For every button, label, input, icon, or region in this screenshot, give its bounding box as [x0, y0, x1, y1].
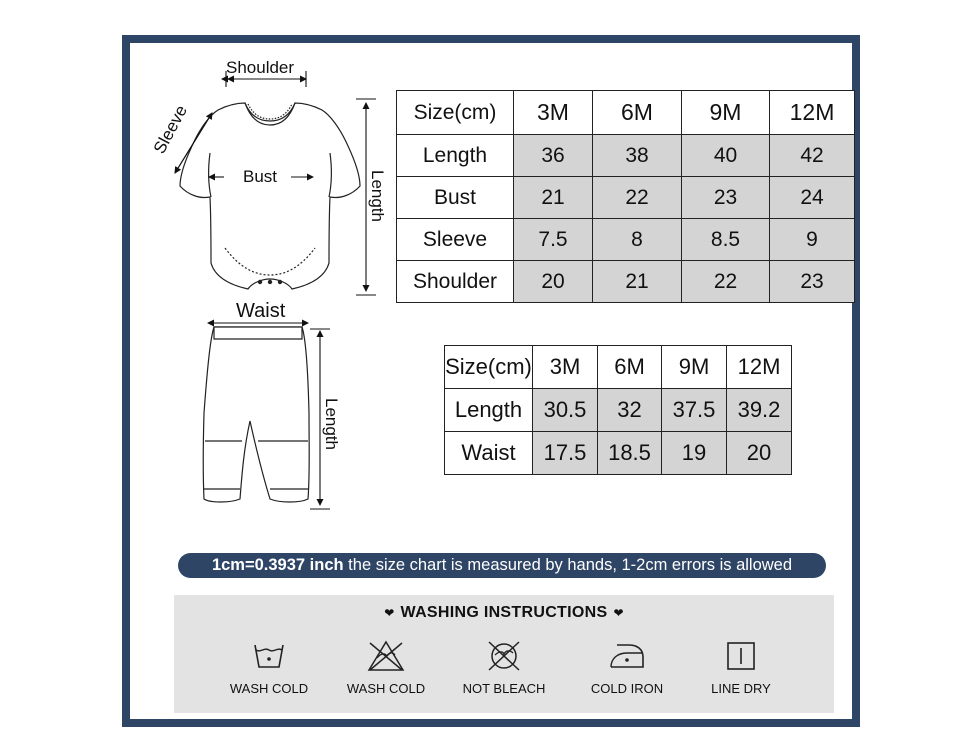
header-cell: 12M [727, 346, 792, 389]
header-cell: 9M [682, 91, 770, 135]
header-cell: 6M [593, 91, 682, 135]
care-label: WASH COLD [229, 681, 309, 696]
care-label: WASH COLD [346, 681, 426, 696]
header-cell: 9M [662, 346, 727, 389]
table-row [397, 135, 855, 177]
value-cell: 21 [514, 177, 593, 219]
row-label: Length [445, 389, 533, 432]
header-cell: 6M [598, 346, 662, 389]
heart-icon: ❤ [384, 606, 395, 620]
value-cell: 7.5 [514, 219, 593, 261]
bodysuit-drawing [180, 103, 360, 289]
line-dry-icon [724, 639, 758, 673]
wash-tub-icon [252, 639, 286, 673]
value-cell: 36 [514, 135, 593, 177]
bust-label: Bust [243, 167, 278, 186]
table-row [397, 219, 855, 261]
table-row [445, 432, 792, 475]
table-row [397, 261, 855, 303]
size-chart-frame [122, 35, 860, 727]
value-cell: 22 [593, 177, 682, 219]
pants-drawing [203, 327, 309, 502]
header-cell: 3M [514, 91, 593, 135]
care-item [326, 639, 446, 696]
care-item [567, 639, 687, 696]
pants-size-table [444, 345, 792, 475]
value-cell: 24 [770, 177, 855, 219]
value-cell: 30.5 [533, 389, 598, 432]
value-cell: 8 [593, 219, 682, 261]
value-cell: 21 [593, 261, 682, 303]
care-label: NOT BLEACH [462, 681, 546, 696]
washing-instructions-panel [174, 595, 834, 713]
value-cell: 17.5 [533, 432, 598, 475]
value-cell: 9 [770, 219, 855, 261]
header-cell: Size(cm) [445, 346, 533, 389]
value-cell: 39.2 [727, 389, 792, 432]
value-cell: 38 [593, 135, 682, 177]
conversion-text: 1cm=0.3937 inch [211, 556, 344, 574]
row-label: Shoulder [397, 261, 514, 303]
waist-label: Waist [236, 300, 286, 322]
value-cell: 32 [598, 389, 662, 432]
care-item [681, 639, 801, 696]
bodysuit-size-table [396, 90, 855, 303]
value-cell: 8.5 [682, 219, 770, 261]
note-text: the size chart is measured by hands, 1-2cm errors is allowed [343, 556, 793, 574]
care-label: COLD IRON [590, 681, 664, 696]
value-cell: 42 [770, 135, 855, 177]
value-cell: 20 [514, 261, 593, 303]
table-row [397, 177, 855, 219]
row-label: Sleeve [397, 219, 514, 261]
no-hand-wash-icon [366, 639, 406, 673]
washing-title [174, 604, 834, 622]
care-label: LINE DRY [711, 681, 771, 696]
measurement-note [178, 553, 826, 578]
heart-icon: ❤ [613, 606, 624, 620]
washing-title-text: WASHING INSTRUCTIONS [400, 604, 608, 621]
header-cell: Size(cm) [397, 91, 514, 135]
row-label: Bust [397, 177, 514, 219]
value-cell: 23 [770, 261, 855, 303]
no-bleach-icon [485, 639, 523, 673]
row-label: Waist [445, 432, 533, 475]
pants-length-label: Length [322, 398, 341, 450]
care-item [444, 639, 564, 696]
bodysuit-length-label: Length [368, 170, 387, 222]
value-cell: 18.5 [598, 432, 662, 475]
header-cell: 12M [770, 91, 855, 135]
value-cell: 37.5 [662, 389, 727, 432]
table-header-row [397, 91, 855, 135]
value-cell: 40 [682, 135, 770, 177]
header-cell: 3M [533, 346, 598, 389]
table-header-row [445, 346, 792, 389]
shoulder-label: Shoulder [226, 58, 295, 77]
care-item [209, 639, 329, 696]
sleeve-label: Sleeve [149, 102, 191, 157]
value-cell: 22 [682, 261, 770, 303]
row-label: Length [397, 135, 514, 177]
value-cell: 20 [727, 432, 792, 475]
table-row [445, 389, 792, 432]
iron-low-icon [607, 639, 647, 673]
value-cell: 19 [662, 432, 727, 475]
value-cell: 23 [682, 177, 770, 219]
